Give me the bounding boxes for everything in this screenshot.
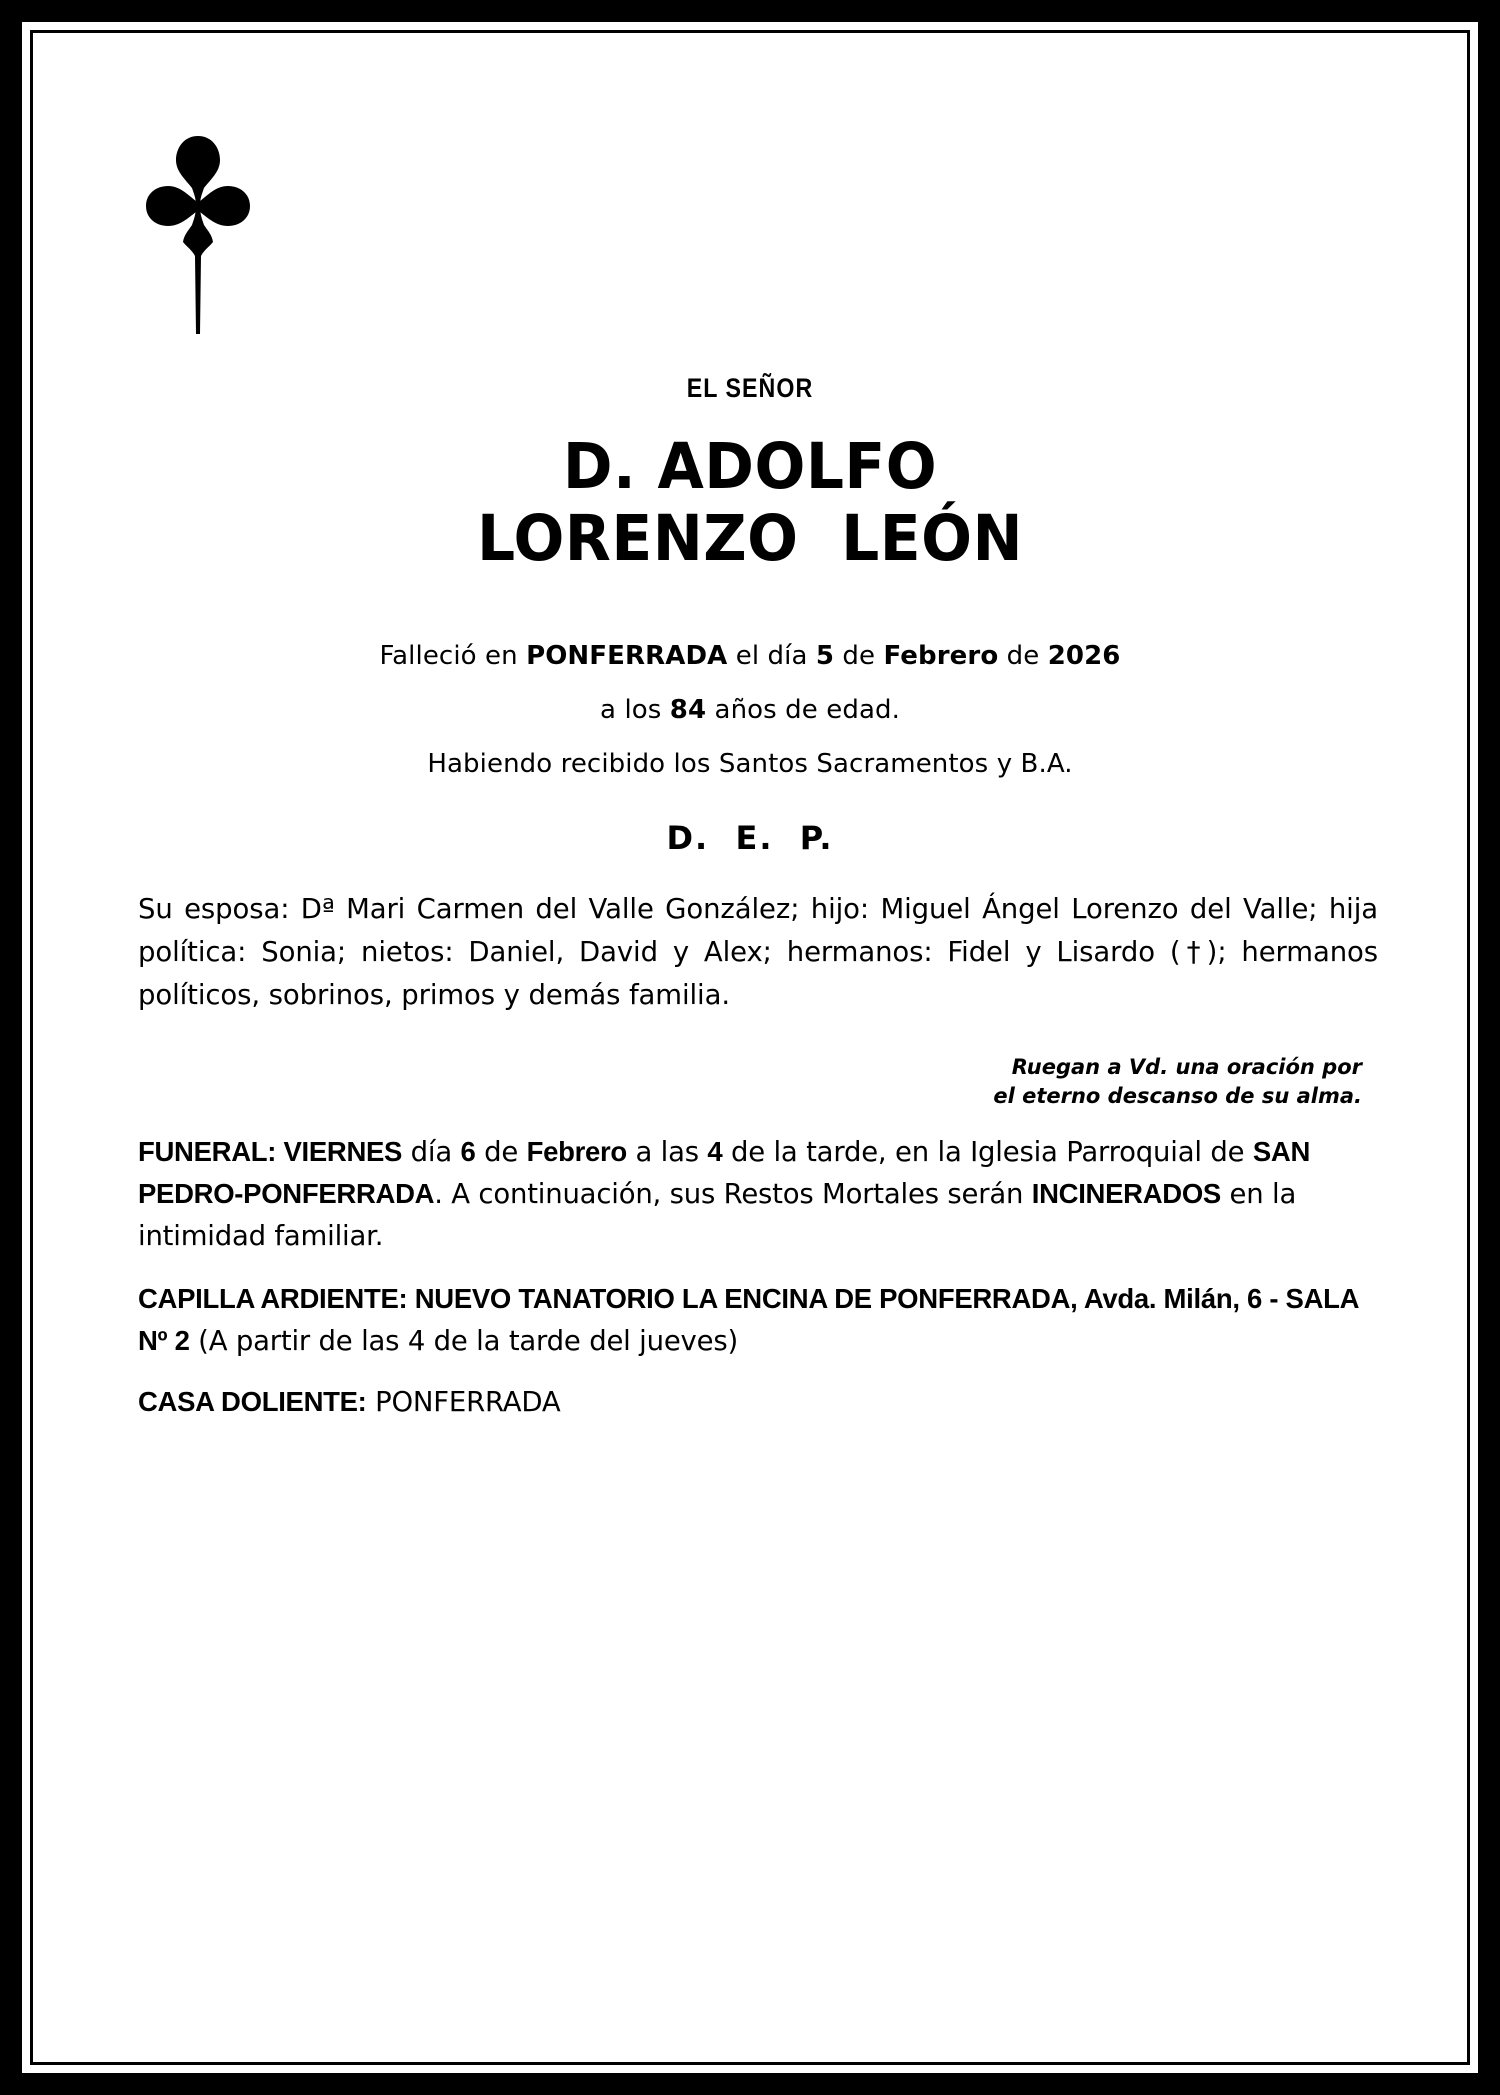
death-age-line [33,683,1467,737]
death-prefix: Falleció en [379,641,527,671]
death-month: Febrero [883,641,999,671]
chapel-label: CAPILLA ARDIENTE: [138,1283,408,1314]
esquela-content [33,33,1467,2062]
dep-line: D. E. P. [666,819,834,857]
funeral-block [138,1131,1378,1257]
deceased-name [69,431,1431,575]
death-info [33,629,1467,791]
prayer-request [762,1053,1362,1111]
family-paragraph: Su esposa: Dª Mari Carmen del Valle González; hijo: Miguel Ángel Lorenzo del Valle; hija política: Sonia; nietos: Daniel, David y Alex; hermanos: Fidel y Lisardo (†); hermanos políticos, sobrinos, primos y demás familia. [138,893,1378,1011]
death-date-line [33,629,1467,683]
prayer-line-1: Ruegan a Vd. una oración por [1011,1055,1362,1079]
deceased-name-line-2: LORENZO LEÓN [476,502,1024,575]
funeral-part-3: a las [626,1136,708,1168]
funeral-part-4: de la tarde, en la Iglesia Parroquial de [722,1136,1253,1168]
deceased-name-line-1: D. ADOLFO [562,430,938,503]
death-day: 5 [815,641,835,671]
mourning-house-label: CASA DOLIENTE: [138,1386,367,1417]
funeral-disposition: INCINERADOS [1031,1178,1221,1209]
funeral-part-6: en la intimidad familiar. [138,1178,1297,1252]
funeral-day: 6 [460,1136,476,1167]
funeral-hour: 4 [707,1136,723,1167]
chapel-venue: NUEVO TANATORIO LA ENCINA DE PONFERRADA, Avda. Milán, 6 - SALA Nº 2 [138,1283,1359,1356]
funeral-part-5: . A continuación, sus Restos Mortales serán [434,1178,1032,1210]
honorific-title: EL SEÑOR [686,373,814,403]
funeral-church: SAN PEDRO-PONFERRADA [138,1136,1311,1209]
chapel-note: (A partir de las 4 de la tarde del jueves) [189,1325,738,1357]
death-mid2: de [834,641,884,671]
mourning-house-block [138,1381,1378,1423]
funeral-month: Febrero [526,1136,627,1167]
chapel-block [138,1278,1378,1362]
death-mid: el día [727,641,816,671]
mourning-house-place: PONFERRADA [366,1386,561,1418]
sacraments-line: Habiendo recibido los Santos Sacramentos y B.A. [427,749,1073,779]
cross-of-santiago-icon [138,128,258,343]
age-prefix: a los [600,695,670,725]
age-suffix: años de edad. [706,695,900,725]
age-value: 84 [669,695,707,725]
funeral-part-1: día [402,1136,461,1168]
prayer-line-2: el eterno descanso de su alma. [993,1084,1362,1108]
funeral-part-2: de [475,1136,527,1168]
death-mid3: de [998,641,1048,671]
funeral-label: FUNERAL: VIERNES [138,1136,403,1167]
death-year: 2026 [1047,641,1121,671]
death-place: PONFERRADA [526,641,728,671]
